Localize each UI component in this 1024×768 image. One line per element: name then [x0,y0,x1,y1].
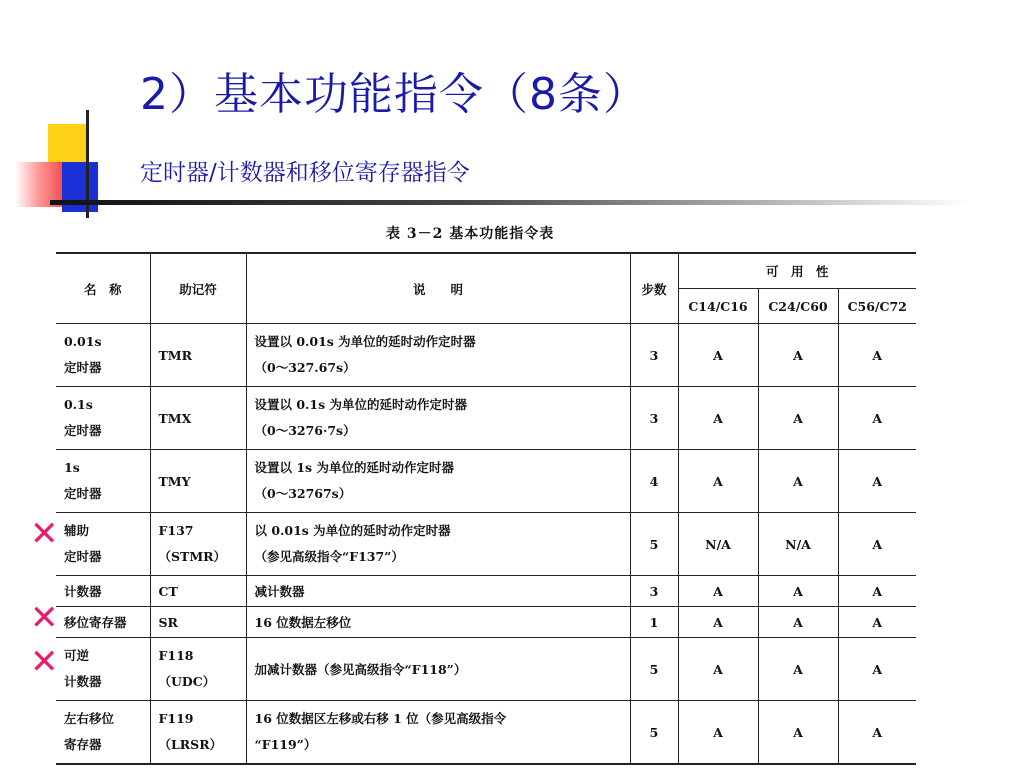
cell-name: 移位寄存器 [56,607,150,638]
cross-mark-icon: ✕ [30,642,59,682]
cell-description: 16 位数据区左移或右移 1 位（参见高级指令 “F119”） [246,701,630,765]
cell-description: 加减计数器（参见高级指令“F118”） [246,638,630,701]
cell-avail-c24: N/A [758,513,838,576]
cell-mnemonic: SR [150,607,246,638]
cell-steps: 3 [630,387,678,450]
cell-avail-c24: A [758,638,838,701]
instruction-table [56,252,916,765]
table-row [56,701,916,765]
cell-steps: 1 [630,607,678,638]
cell-name: 辅助 定时器 [56,513,150,576]
cell-steps: 4 [630,450,678,513]
cell-avail-c14: A [678,324,758,387]
cell-avail-c56: A [838,513,916,576]
cell-avail-c24: A [758,450,838,513]
cell-avail-c56: A [838,576,916,607]
cell-avail-c24: A [758,607,838,638]
cell-avail-c14: A [678,701,758,765]
cell-avail-c14: N/A [678,513,758,576]
header-name: 名 称 [56,253,150,324]
cell-description: 减计数器 [246,576,630,607]
cell-avail-c14: A [678,387,758,450]
slide-title: 2）基本功能指令（8条） [140,69,648,120]
cross-mark-icon: ✕ [30,598,59,638]
cell-avail-c56: A [838,387,916,450]
cell-mnemonic: CT [150,576,246,607]
cell-avail-c14: A [678,607,758,638]
header-model-c56: C56/C72 [838,289,916,324]
cell-description: 以 0.01s 为单位的延时动作定时器 （参见高级指令“F137”） [246,513,630,576]
header-steps: 步数 [630,253,678,324]
header-availability: 可 用 性 [678,253,916,289]
cell-avail-c14: A [678,576,758,607]
cell-avail-c56: A [838,450,916,513]
cell-avail-c14: A [678,450,758,513]
header-model-c14: C14/C16 [678,289,758,324]
cell-name: 左右移位 寄存器 [56,701,150,765]
logo-yellow-square [48,124,88,164]
cell-steps: 3 [630,324,678,387]
cell-mnemonic: F118 （UDC） [150,638,246,701]
cell-name: 可逆 计数器 [56,638,150,701]
cell-name: 0.01s 定时器 [56,324,150,387]
table-row [56,576,916,607]
cell-description: 16 位数据左移位 [246,607,630,638]
header-model-c24: C24/C60 [758,289,838,324]
cell-avail-c24: A [758,387,838,450]
cell-avail-c56: A [838,638,916,701]
cell-name: 0.1s 定时器 [56,387,150,450]
cell-avail-c24: A [758,324,838,387]
cell-mnemonic: TMR [150,324,246,387]
table-row [56,607,916,638]
cell-name: 1s 定时器 [56,450,150,513]
table-row [56,324,916,387]
slide-subtitle: 定时器/计数器和移位寄存器指令 [140,160,470,186]
cell-mnemonic: F119 （LRSR） [150,701,246,765]
cell-steps: 5 [630,513,678,576]
cell-description: 设置以 0.01s 为单位的延时动作定时器 （0～327.67s） [246,324,630,387]
header-description: 说 明 [246,253,630,324]
cell-mnemonic: F137 （STMR） [150,513,246,576]
table-row [56,513,916,576]
cell-avail-c56: A [838,607,916,638]
table-row [56,387,916,450]
header-mnemonic: 助记符 [150,253,246,324]
title-underline [50,200,970,205]
cell-name: 计数器 [56,576,150,607]
cell-avail-c56: A [838,324,916,387]
cell-description: 设置以 0.1s 为单位的延时动作定时器 （0～3276·7s） [246,387,630,450]
cell-avail-c24: A [758,701,838,765]
cell-mnemonic: TMX [150,387,246,450]
cross-mark-icon: ✕ [30,514,59,554]
cell-description: 设置以 1s 为单位的延时动作定时器 （0～32767s） [246,450,630,513]
table-caption: 表 3－2 基本功能指令表 [386,226,555,242]
cell-steps: 5 [630,701,678,765]
cell-steps: 5 [630,638,678,701]
cell-avail-c56: A [838,701,916,765]
table-row [56,638,916,701]
table-row [56,450,916,513]
cell-steps: 3 [630,576,678,607]
cell-avail-c24: A [758,576,838,607]
cell-avail-c14: A [678,638,758,701]
cell-mnemonic: TMY [150,450,246,513]
